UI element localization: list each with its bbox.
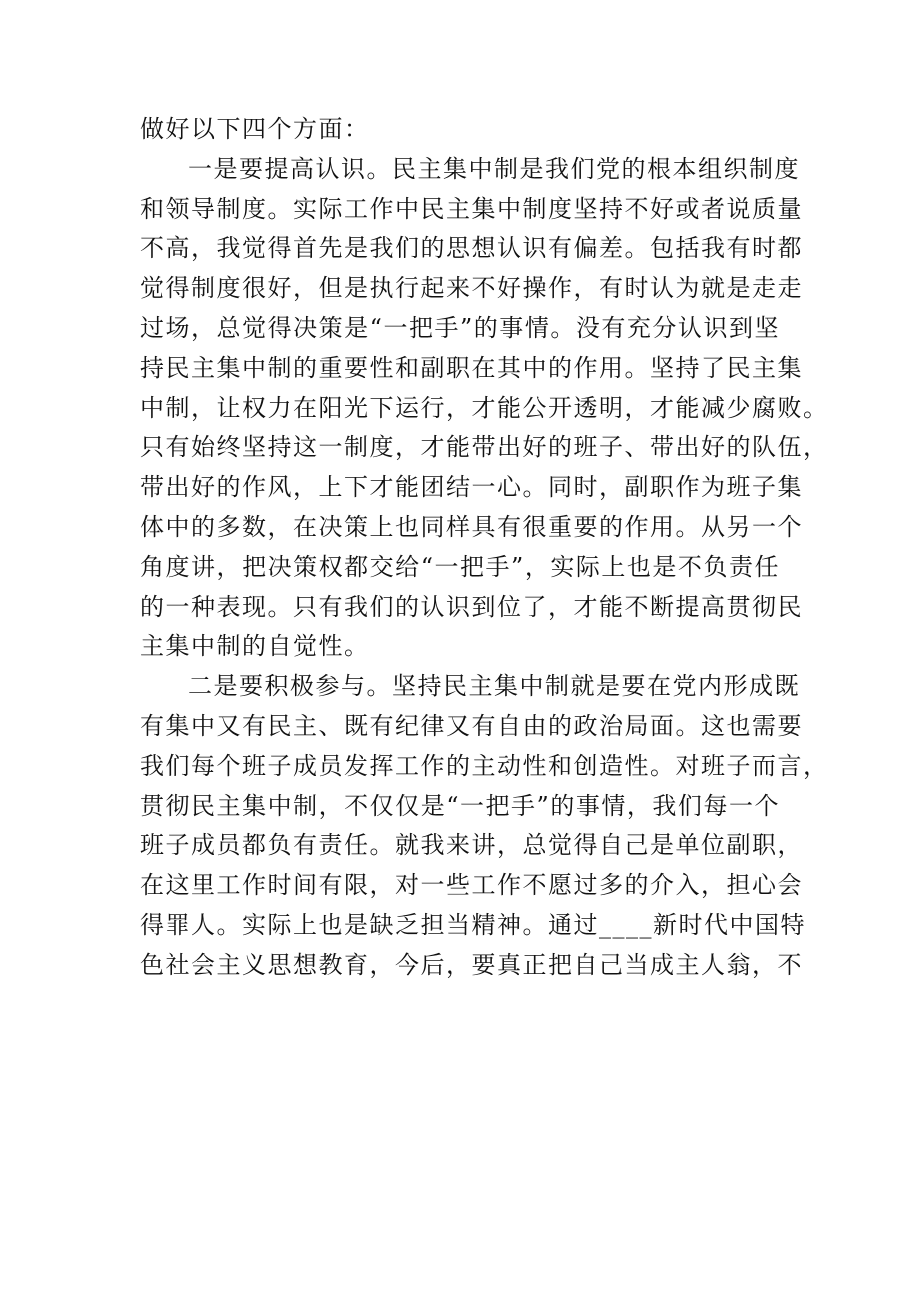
text-line: 觉得制度很好，但是执行起来不好操作，有时认为就是走走: [140, 274, 803, 303]
text-line: 主集中制的自觉性。: [140, 632, 370, 661]
text-line: 角度讲，把决策权都交给“一把手”，实际上也是不负责任: [140, 552, 780, 581]
text-line: 贯彻民主集中制，不仅仅是“一把手”的事情，我们每一个: [140, 791, 780, 820]
paragraph-1-first-line: 一是要提高认识。民主集中制是我们党的根本组织制度: [188, 154, 800, 183]
text-line: 中制，让权力在阳光下运行，才能公开透明，才能减少腐败。: [140, 393, 829, 422]
text-line: 体中的多数，在决策上也同样具有很重要的作用。从另一个: [140, 512, 803, 541]
text-line: 持民主集中制的重要性和副职在其中的作用。坚持了民主集: [140, 353, 803, 382]
text-line: 和领导制度。实际工作中民主集中制度坚持不好或者说质量: [140, 194, 803, 223]
text-line: 得罪人。实际上也是缺乏担当精神。通过____新时代中国特: [140, 910, 806, 939]
text-line: 只有始终坚持这一制度，才能带出好的班子、带出好的队伍，: [140, 433, 829, 462]
text-line: 色社会主义思想教育，今后，要真正把自己当成主人翁，不: [140, 950, 803, 979]
text-line: 我们每个班子成员发挥工作的主动性和创造性。对班子而言，: [140, 751, 829, 780]
text-line: 做好以下四个方面：: [140, 115, 370, 143]
text-line: 有集中又有民主、既有纪律又有自由的政治局面。这也需要: [140, 711, 803, 740]
text-line: 带出好的作风，上下才能团结一心。同时，副职作为班子集: [140, 473, 803, 502]
body-text: [140, 110, 829, 986]
paragraph-2-first-line: 二是要积极参与。坚持民主集中制就是要在党内形成既: [188, 672, 800, 701]
text-line: 不高，我觉得首先是我们的思想认识有偏差。包括我有时都: [140, 234, 803, 263]
text-line: 班子成员都负有责任。就我来讲，总觉得自己是单位副职，: [140, 831, 803, 860]
text-line: 过场，总觉得决策是“一把手”的事情。没有充分认识到坚: [140, 313, 780, 342]
text-line: 在这里工作时间有限，对一些工作不愿过多的介入，担心会: [140, 871, 803, 900]
text-line: 的一种表现。只有我们的认识到位了，才能不断提高贯彻民: [140, 592, 803, 621]
